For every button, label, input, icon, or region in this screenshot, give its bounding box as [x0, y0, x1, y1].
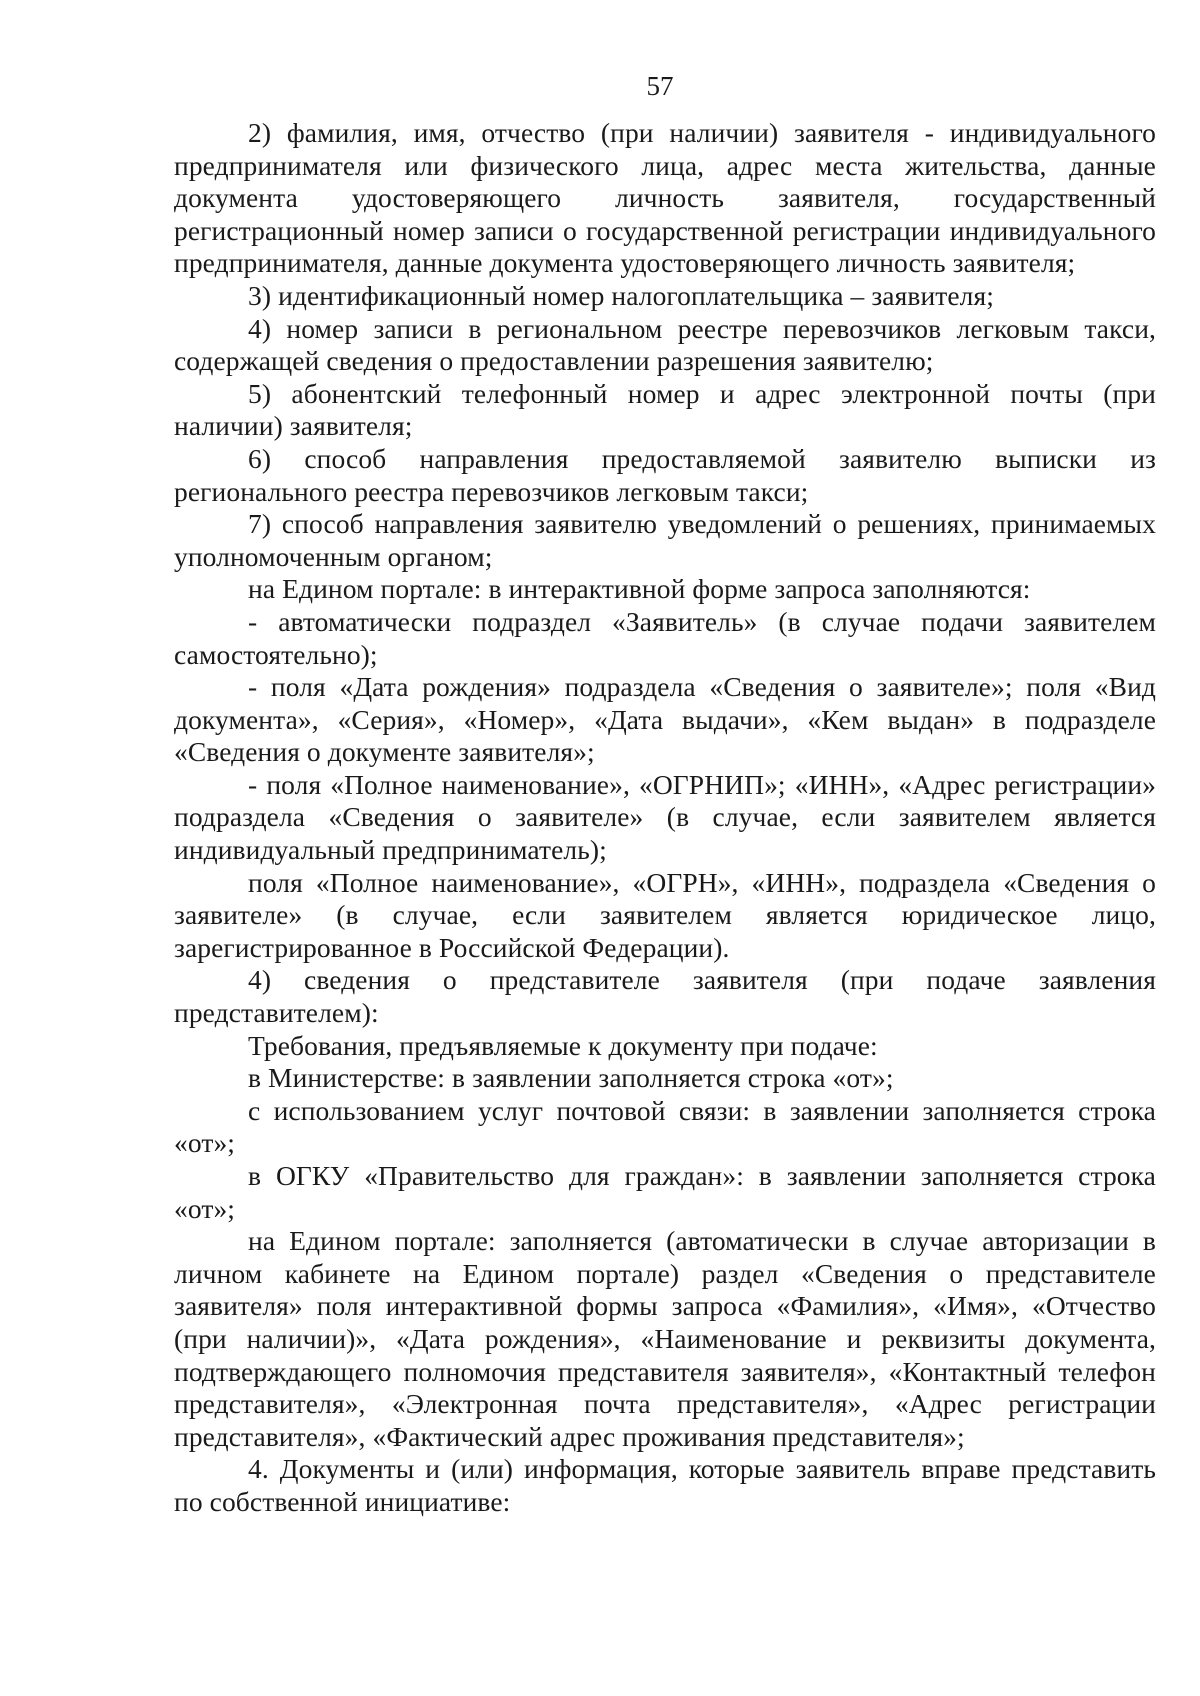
paragraph-entrepreneur-fields: - поля «Полное наименование», «ОГРНИП»; «ИНН», «Адрес регистрации» подраздела «Сведения о заявителе» (в случае, если заявителем является индивидуальный предприниматель);: [174, 768, 1156, 866]
paragraph-extract-delivery: 6) способ направления предоставляемой заявителю выписки из регионального реестра перевозчиков легковым такси;: [174, 442, 1156, 507]
paragraph-portal-form: на Едином портале: в интерактивной форме запроса заполняются:: [248, 573, 1031, 605]
paragraph-legal-entity-fields: поля «Полное наименование», «ОГРН», «ИНН», подраздела «Сведения о заявителе» (в случае, если заявителем является юридическое лицо, зарегистрированное в Российской Федерации).: [174, 866, 1156, 963]
paragraph-ministry: в Министерстве: в заявлении заполняется строка «от»;: [248, 1062, 894, 1094]
paragraph-phone-email: 5) абонентский телефонный номер и адрес электронной почты (при наличии) заявителя;: [174, 377, 1156, 442]
page-number: 57: [646, 71, 674, 101]
document-body: [174, 117, 1156, 1519]
paragraph-portal-representative: на Едином портале: заполняется (автоматически в случае авторизации в личном кабинете на Едином портале) раздел «Сведения о представителе заявителя» поля интерактивной формы запроса «Фамилия», «Имя», «Отчество (при наличии)», «Дата рождения», «Наименование и реквизиты документа, подтверждающего полномочия представителя заявителя», «Контактный телефон представителя», «Электронная почта представителя», «Адрес регистрации представителя», «Фактический адрес проживания представителя»;: [174, 1225, 1156, 1452]
paragraph-representative-info: 4) сведения о представителе заявителя (при подаче заявления представителем):: [174, 964, 1156, 1029]
paragraph-requirements: Требования, предъявляемые к документу при подаче:: [248, 1029, 878, 1061]
paragraph-auto-applicant: - автоматически подраздел «Заявитель» (в случае подачи заявителем самостоятельно);: [174, 605, 1156, 670]
paragraph-taxpayer-id: 3) идентификационный номер налогоплательщика – заявителя;: [248, 279, 994, 311]
paragraph-birth-document-fields: - поля «Дата рождения» подраздела «Сведения о заявителе»; поля «Вид документа», «Серия», «Номер», «Дата выдачи», «Кем выдан» в подразделе «Сведения о документе заявителя»;: [174, 671, 1156, 768]
paragraph-section-4: 4. Документы и (или) информация, которые заявитель вправе представить по собственной инициативе:: [174, 1453, 1156, 1517]
paragraph-postal: с использованием услуг почтовой связи: в заявлении заполняется строка «от»;: [174, 1094, 1156, 1159]
paragraph-ogku: в ОГКУ «Правительство для граждан»: в заявлении заполняется строка «от»;: [174, 1160, 1156, 1224]
paragraph-applicant-name: 2) фамилия, имя, отчество (при наличии) заявителя - индивидуального предпринимателя или физического лица, адрес места жительства, данные документа удостоверяющего личность заявителя, государственный регистрационный номер записи о государственной регистрации индивидуального предпринимателя, данные документа удостоверяющего личность заявителя;: [174, 117, 1156, 279]
paragraph-registry-record: 4) номер записи в региональном реестре перевозчиков легковым такси, содержащей сведения о предоставлении разрешения заявителю;: [174, 312, 1156, 377]
paragraph-notification-method: 7) способ направления заявителю уведомлений о решениях, принимаемых уполномоченным органом;: [174, 508, 1156, 572]
